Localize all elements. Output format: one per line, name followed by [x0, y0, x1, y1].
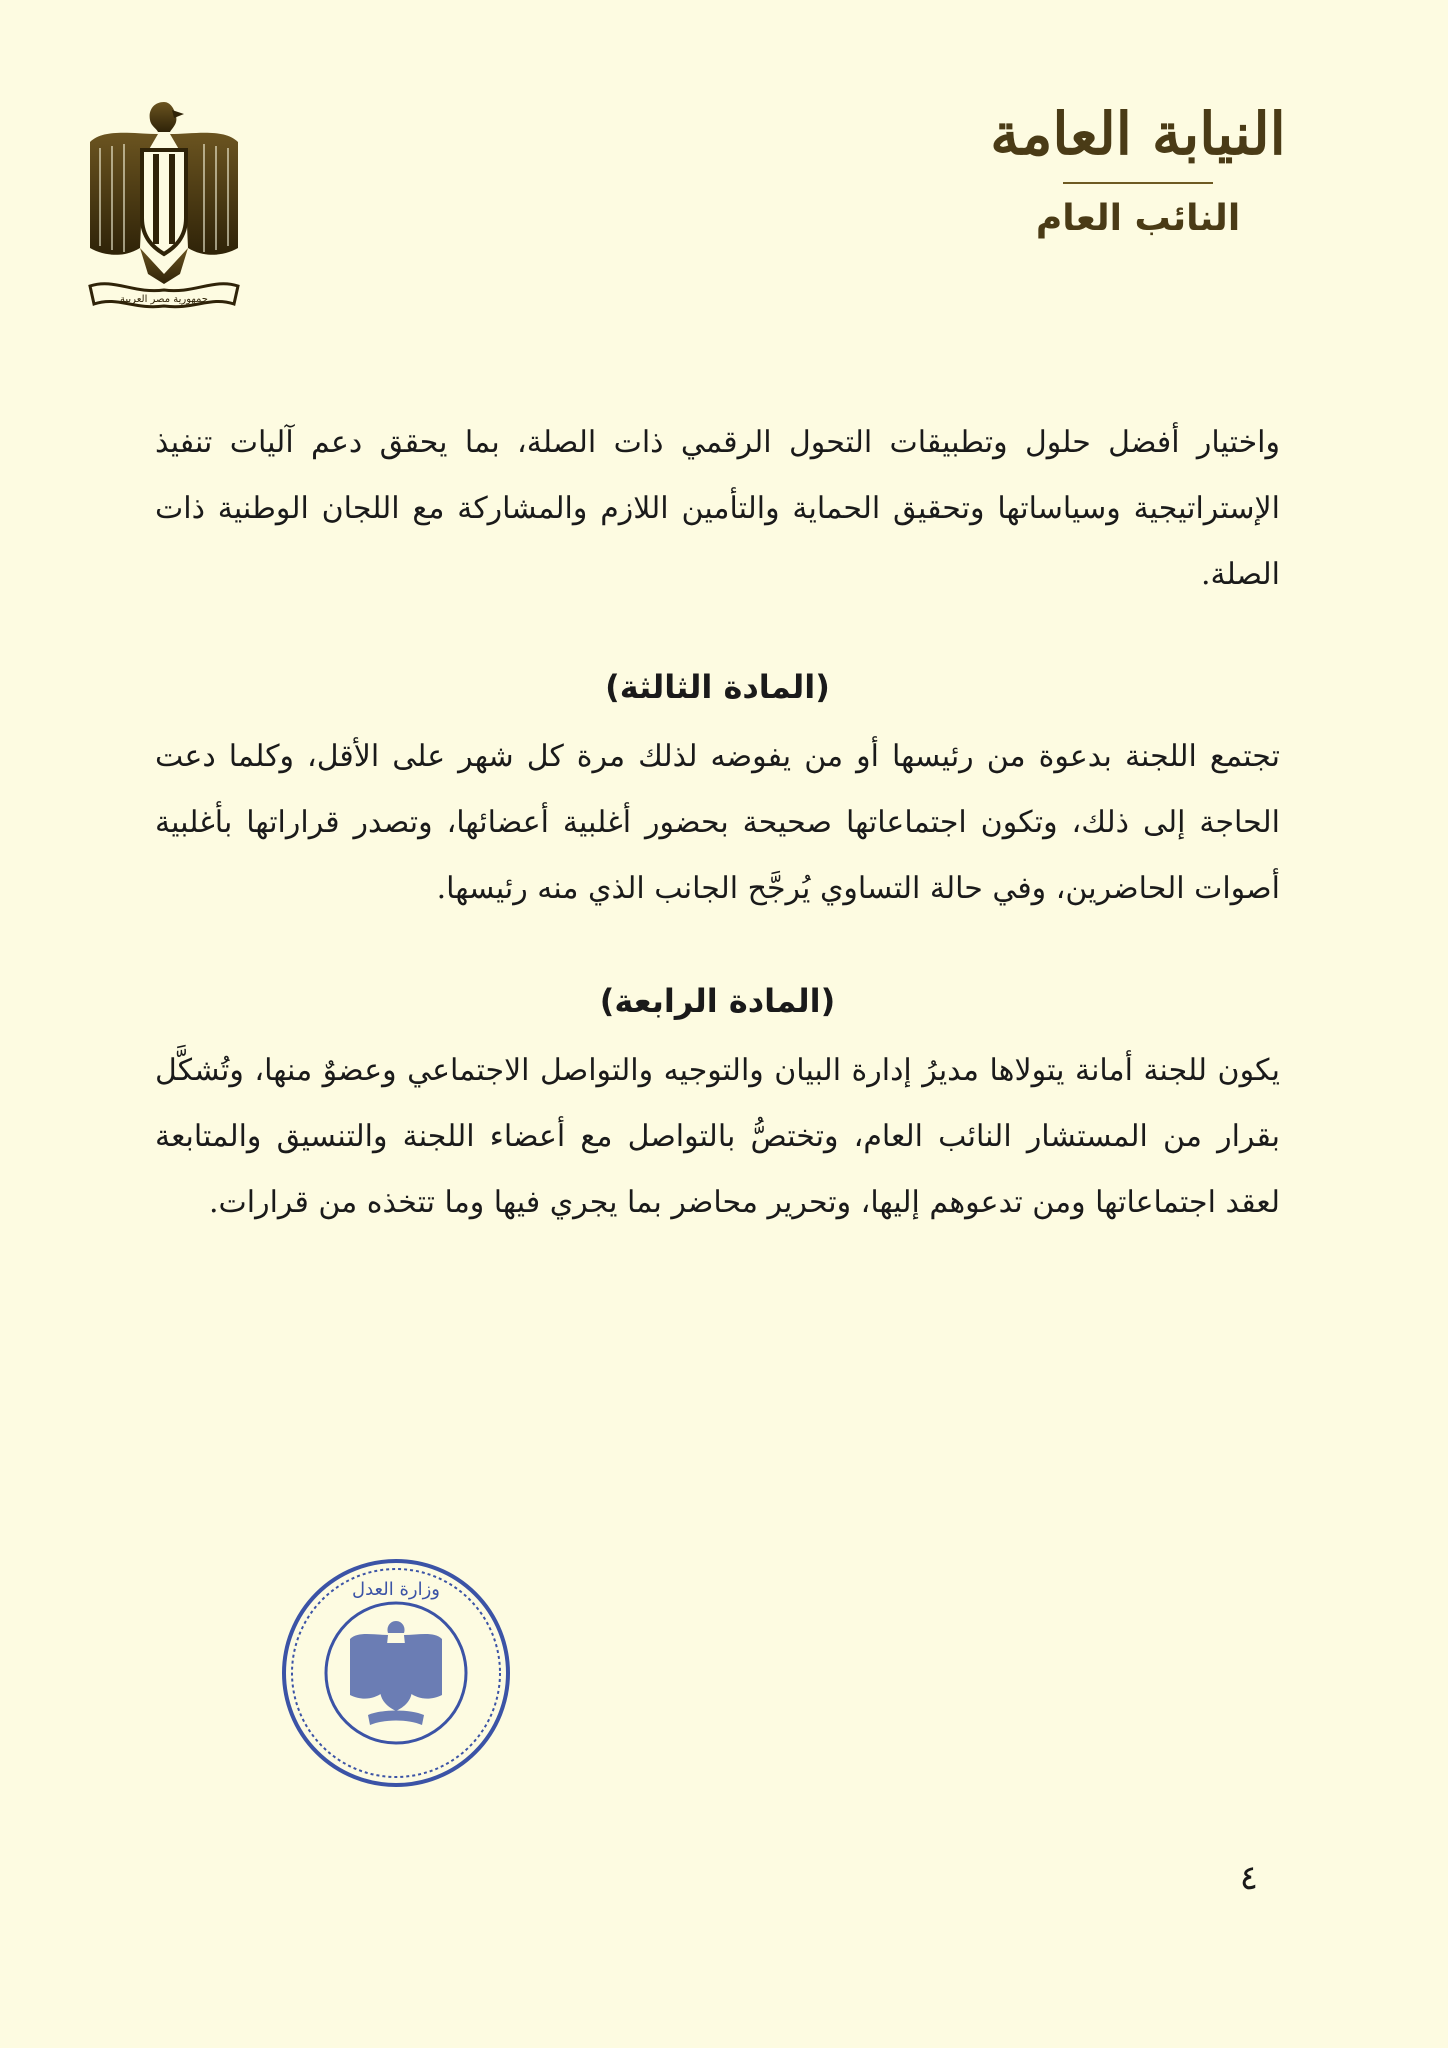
- article-heading-third: (المادة الثالثة): [605, 668, 830, 706]
- seal-text: وزارة العدل: [352, 1579, 440, 1600]
- organization-title: النيابة العامة: [990, 100, 1286, 168]
- page-number: ٤: [1239, 1858, 1258, 1898]
- article-text-third: تجتمع اللجنة بدعوة من رئيسها أو من يفوضه لذلك مرة كل شهر على الأقل، وكلما دعت الحاجة إلى ذلك، وتكون اجتماعاتها صحيحة بحضور أغلبية أعضائها، وتصدر قراراتها بأغلبية أصوات الحاضرين، وفي حالة التساوي يُرجَّح الجانب الذي منه رئيسها.: [155, 739, 1280, 906]
- document-body: [155, 410, 1280, 1236]
- article-heading-fourth: (المادة الرابعة): [599, 982, 836, 1020]
- office-title: النائب العام: [1035, 197, 1241, 239]
- letterhead: [948, 100, 1328, 239]
- intro-paragraph: واختيار أفضل حلول وتطبيقات التحول الرقمي ذات الصلة، بما يحقق دعم آليات تنفيذ الإستراتيجية وسياساتها وتحقيق الحماية والتأمين اللازم والمشاركة مع اللجان الوطنية ذات الصلة.: [155, 425, 1280, 592]
- emblem-caption: جمهورية مصر العربية: [120, 294, 208, 305]
- article-text-fourth: يكون للجنة أمانة يتولاها مديرُ إدارة البيان والتوجيه والتواصل الاجتماعي وعضوٌ منها، وتُشكَّل بقرار من المستشار النائب العام، وتختصُّ بالتواصل مع أعضاء اللجنة والتنسيق والمتابعة لعقد اجتماعاتها ومن تدعوهم إليها، وتحرير محاضر بما يجري فيها وما تتخذه من قرارات.: [155, 1053, 1280, 1220]
- official-seal-icon: [278, 1555, 514, 1791]
- eagle-emblem-icon: [84, 98, 244, 310]
- header-divider: [1063, 182, 1213, 184]
